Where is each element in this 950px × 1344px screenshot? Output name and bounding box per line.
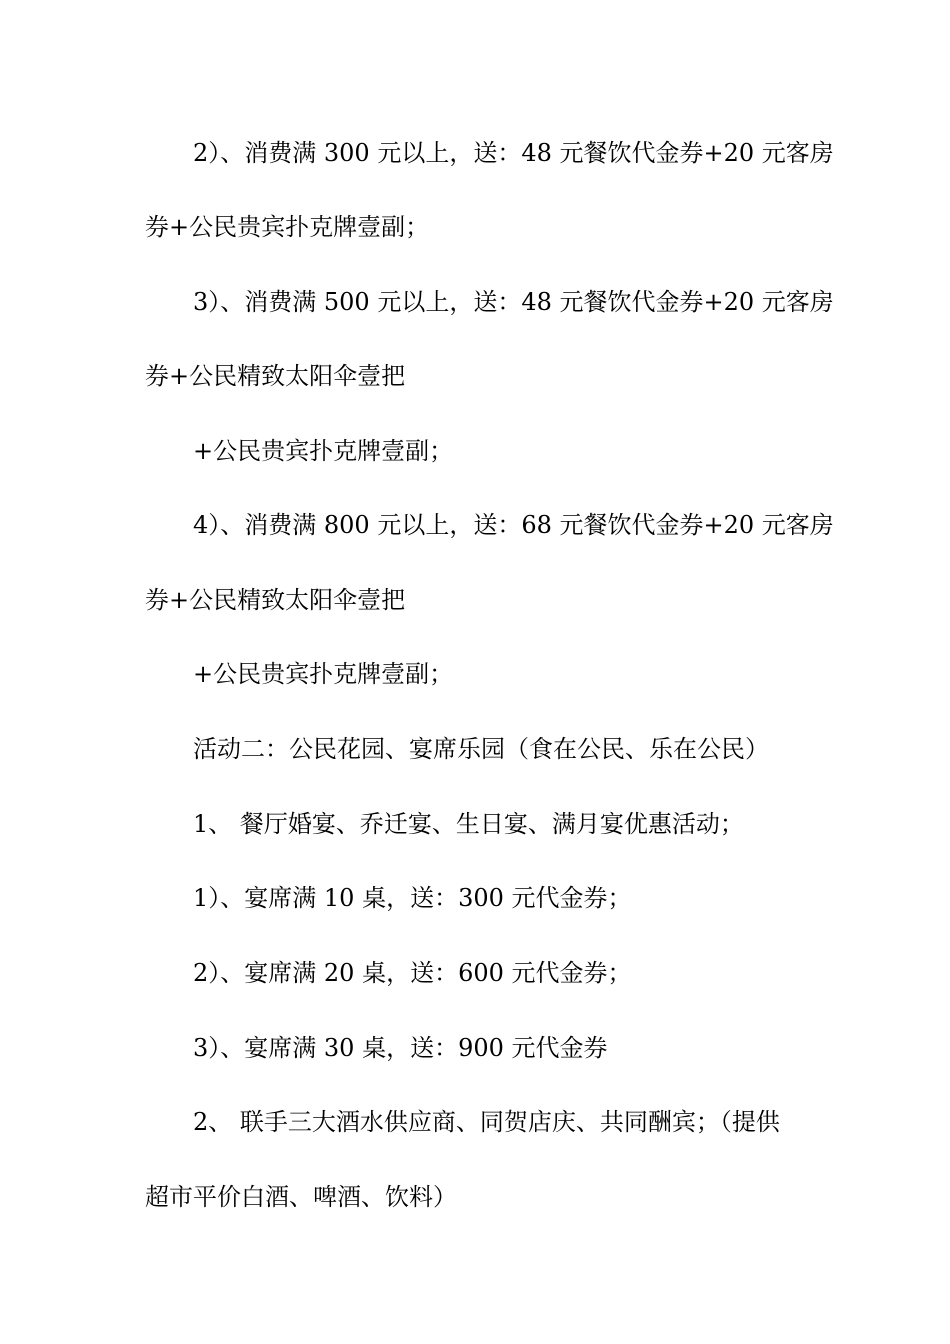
paragraph-line: 1、 餐厅婚宴、乔迁宴、生日宴、满月宴优惠活动； [193, 810, 744, 838]
paragraph-line: 活动二：公民花园、宴席乐园（食在公民、乐在公民） [193, 735, 769, 763]
paragraph-line: 券+公民精致太阳伞壹把 [145, 362, 406, 390]
paragraph-line: 3）、消费满 500 元以上，送：48 元餐饮代金券+20 元客房 [193, 288, 834, 316]
paragraph-line: 2）、消费满 300 元以上，送：48 元餐饮代金券+20 元客房 [193, 139, 834, 167]
paragraph-line: 券+公民贵宾扑克牌壹副； [145, 213, 430, 241]
paragraph-line: +公民贵宾扑克牌壹副； [193, 437, 454, 465]
paragraph-line: +公民贵宾扑克牌壹副； [193, 660, 454, 688]
paragraph-line: 4）、消费满 800 元以上，送：68 元餐饮代金券+20 元客房 [193, 511, 834, 539]
paragraph-line: 超市平价白酒、啤酒、饮料） [145, 1183, 457, 1211]
paragraph-line: 券+公民精致太阳伞壹把 [145, 586, 406, 614]
paragraph-line: 2）、宴席满 20 桌，送：600 元代金券； [193, 959, 632, 987]
paragraph-line: 1）、宴席满 10 桌，送：300 元代金券； [193, 884, 632, 912]
paragraph-line: 3）、宴席满 30 桌，送：900 元代金券 [193, 1034, 608, 1062]
paragraph-line: 2、 联手三大酒水供应商、同贺店庆、共同酬宾；（提供 [193, 1108, 780, 1136]
